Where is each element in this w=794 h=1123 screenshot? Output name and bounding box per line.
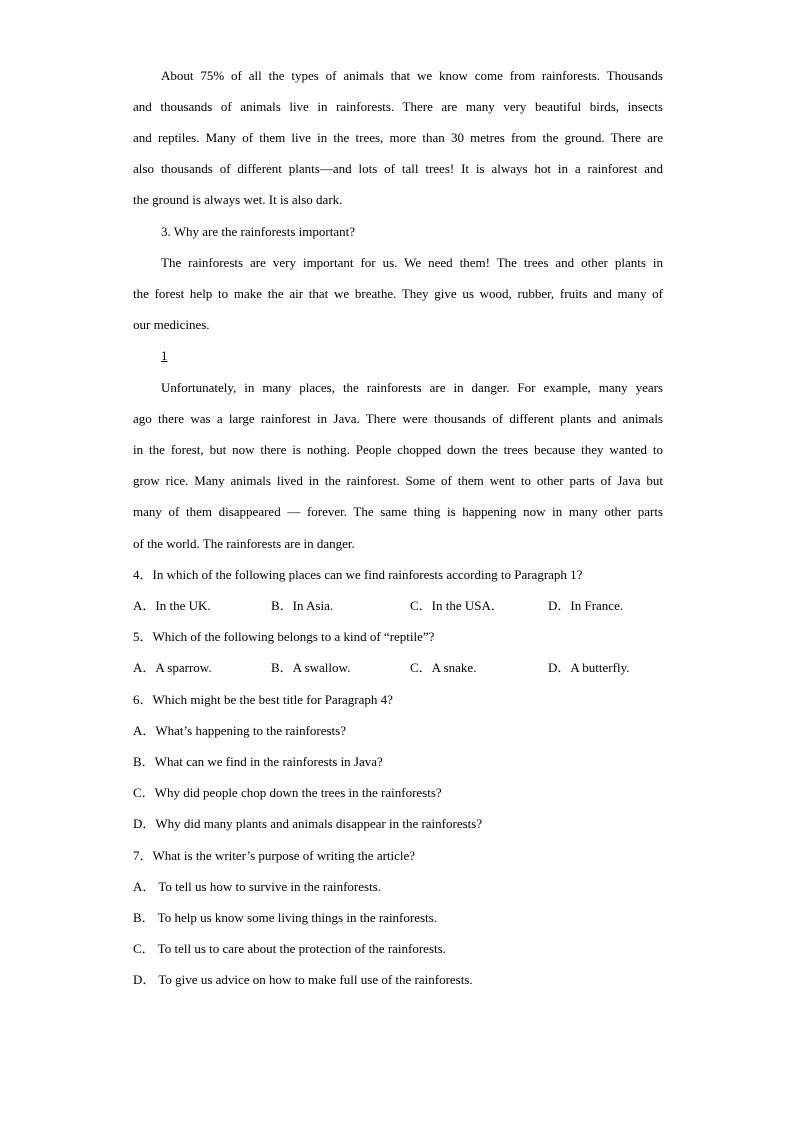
option-d: D．A butterfly. bbox=[548, 660, 630, 675]
paragraph-line: The rainforests are very important for us. We need them! The trees and other plants in bbox=[161, 255, 663, 270]
paragraph-line: of the world. The rainforests are in danger. bbox=[133, 536, 355, 551]
paragraph-line: ago there was a large rainforest in Java. There were thousands of different plants and animals bbox=[133, 411, 663, 426]
question-stem: 5．Which of the following belongs to a kind of “reptile”? bbox=[133, 629, 435, 644]
option-a: A．What’s happening to the rainforests? bbox=[133, 723, 346, 738]
paragraph-line: and reptiles. Many of them live in the trees, more than 30 metres from the ground. There are bbox=[133, 130, 663, 145]
option-a: A． To tell us how to survive in the rainforests. bbox=[133, 879, 381, 894]
option-d: D． To give us advice on how to make full use of the rainforests. bbox=[133, 972, 473, 987]
paragraph-line: grow rice. Many animals lived in the rainforest. Some of them went to other parts of Java but bbox=[133, 473, 663, 488]
paragraph-line: the forest help to make the air that we breathe. They give us wood, rubber, fruits and many of bbox=[133, 286, 663, 301]
question-stem: 6．Which might be the best title for Paragraph 4? bbox=[133, 692, 393, 707]
paragraph-line: Unfortunately, in many places, the rainforests are in danger. For example, many years bbox=[161, 380, 663, 395]
option-a: A．In the UK. bbox=[133, 598, 211, 613]
blank-number: 1 bbox=[161, 348, 168, 363]
option-c: C．In the USA． bbox=[410, 598, 504, 613]
option-b: B．In Asia. bbox=[271, 598, 334, 613]
option-a: A．A sparrow. bbox=[133, 660, 212, 675]
option-b: B．What can we find in the rainforests in Java? bbox=[133, 754, 383, 769]
option-b: B． To help us know some living things in the rainforests. bbox=[133, 910, 437, 925]
blank-heading bbox=[161, 346, 663, 366]
paragraph-line: also thousands of different plants—and lots of tall trees! It is always hot in a rainforest and bbox=[133, 161, 663, 176]
paragraph-line: About 75% of all the types of animals that we know come from rainforests. Thousands bbox=[161, 68, 663, 83]
section-heading: 3. Why are the rainforests important? bbox=[161, 224, 355, 239]
paragraph-line: the ground is always wet. It is also dark. bbox=[133, 192, 343, 207]
paragraph-line: and thousands of animals live in rainforests. There are many very beautiful birds, insects bbox=[133, 99, 663, 114]
question-stem: 7．What is the writer’s purpose of writing the article? bbox=[133, 848, 416, 863]
option-c: C．A snake. bbox=[410, 660, 477, 675]
option-c: C．Why did people chop down the trees in the rainforests? bbox=[133, 785, 442, 800]
option-b: B．A swallow. bbox=[271, 660, 351, 675]
option-d: D．In France. bbox=[548, 598, 624, 613]
paragraph-line: our medicines. bbox=[133, 317, 210, 332]
paragraph-line: many of them disappeared — forever. The same thing is happening now in many other parts bbox=[133, 504, 663, 519]
paragraph-line: in the forest, but now there is nothing. People chopped down the trees because they wanted to bbox=[133, 442, 663, 457]
option-d: D．Why did many plants and animals disappear in the rainforests? bbox=[133, 816, 483, 831]
option-c: C． To tell us to care about the protection of the rainforests. bbox=[133, 941, 446, 956]
question-stem: 4．In which of the following places can we find rainforests according to Paragraph 1? bbox=[133, 567, 583, 582]
